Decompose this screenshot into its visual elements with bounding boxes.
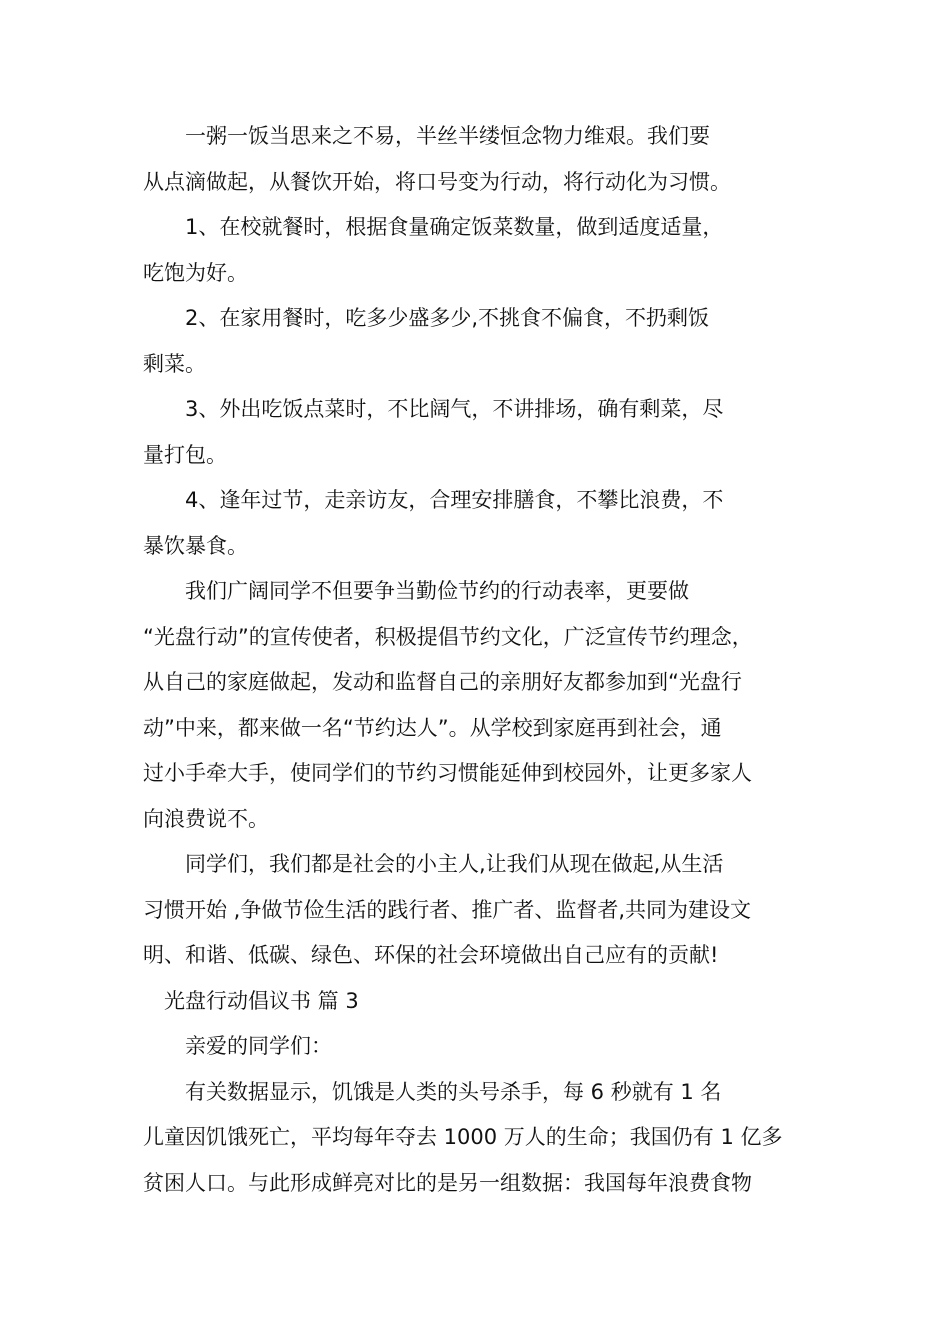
paragraph-conclusion: 同学们，我们都是社会的小主人,让我们从现在做起,从生活 习惯开始 ,争做节俭生活的践行者、推广者、监督者,共同为建设文 明、和谐、低碳、绿色、环保的社会环境做出自己应有的贡献! [143,852,752,967]
paragraph-item-3: 3、外出吃饭点菜时，不比阔气，不讲排场，确有剩菜，尽 量打包。 [143,397,724,467]
section-heading: 光盘行动倡议书 篇 3 [164,988,359,1013]
paragraph-item-2: 2、在家用餐时，吃多少盛多少,不挑食不偏食，不扔剩饭 剩菜。 [143,306,710,376]
paragraph-statistics: 有关数据显示，饥饿是人类的头号杀手，每 6 秒就有 1 名 儿童因饥饿死亡，平均每年夺去 1000 万人的生命；我国仍有 1 亿多 贫困人口。与此形成鲜亮对比的是另一组数据：我国每年浪费食物 [143,1079,783,1195]
paragraph-intro: 一粥一饭当思来之不易，半丝半缕恒念物力维艰。我们要 从点滴做起，从餐饮开始，将口号变为行动，将行动化为习惯。 [143,124,731,194]
paragraph-item-4: 4、逢年过节，走亲访友，合理安排膳食，不攀比浪费，不 暴饮暴食。 [143,488,724,558]
paragraph-item-1: 1、在校就餐时，根据食量确定饭菜数量，做到适度适量， 吃饱为好。 [143,215,724,285]
paragraph-call-to-action: 我们广阔同学不但要争当勤俭节约的行动表率，更要做 “光盘行动”的宣传使者，积极提倡节约文化，广泛宣传节约理念， 从自己的家庭做起，发动和监督自己的亲朋好友都参加到“光盘行 动”中来，都来做一名“节约达人”。从学校到家庭再到社会，通 过小手牵大手，使同学们的节约习惯能延伸到校园外，让更多家人 向浪费说不。 [143,579,753,831]
document-body [143,114,823,1206]
salutation: 亲爱的同学们： [185,1034,332,1058]
